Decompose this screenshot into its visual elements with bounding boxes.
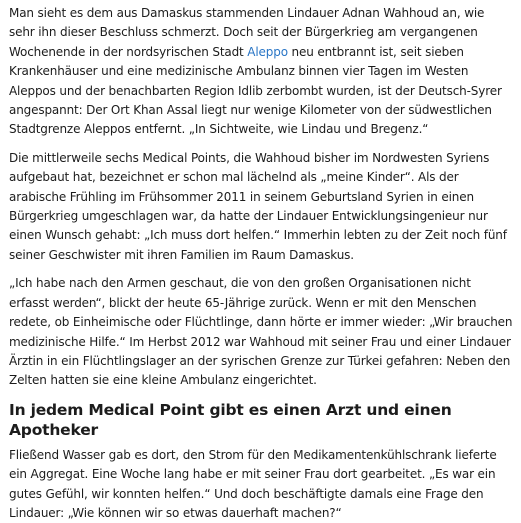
aleppo-link[interactable]: Aleppo — [247, 44, 288, 59]
section-heading: In jedem Medical Point gibt es einen Arzt und einen Apotheker — [9, 400, 452, 439]
paragraph-1-text-start: Man sieht es dem aus Damaskus stammenden Lindauer Adnan Wahhoud an, wie sehr ihn dieser Beschluss schmerzt. Doch seit der Bürgerkrieg am vergangenen Wochenende in der nordsyrischen Stadt — [9, 6, 485, 59]
article-paragraph-4: Fließend Wasser gab es dort, den Strom für den Medikamentenkühlschrank lieferte ein Aggregat. Eine Woche lang habe er mit seiner Frau dort gearbeitet. „Es war ein gutes Gefühl, wir konnten helfen.“ Und doch beschäftigte damals eine Frage den Lindauer: „Wie können wir so etwas dauerhaft machen?“ — [9, 447, 497, 520]
article-paragraph-1 — [9, 4, 513, 140]
article-paragraph-2: Die mittlerweile sechs Medical Points, die Wahhoud bisher im Nordwesten Syriens aufgebaut hat, bezeichnet er schon mal lächelnd als „meine Kinder“. Als der arabische Frühling im Frühsommer 2011 in seinem Geburtsland Syrien in einen Bürgerkrieg umgeschlagen war, da hatte der Lindauer Entwicklungsingenieur nur einen Wunsch gehabt: „Ich muss dort helfen.“ Immerhin lebten zu der Zeit noch fünf seiner Geschwister mit ihren Familien im Raum Damaskus. — [9, 150, 507, 262]
paragraph-1-text-end: neu entbrannt ist, seit sieben Krankenhäuser und eine medizinische Ambulanz binnen vier Tagen im Westen Aleppos und der benachbarten Region Idlib zerbombt wurden, ist der Deutsch-Syrer angespannt: Der Ort Khan Assal liegt nur wenige Kilometer von der südwestlichen Stadtgrenze Aleppos entfernt. „In Sichtweite, wie Lindau und Bregenz.“ — [9, 44, 502, 137]
article-paragraph-3: „Ich habe nach den Armen geschaut, die von den großen Organisationen nicht erfasst werden“, blickt der heute 65-Jährige zurück. Wenn er mit den Menschen redete, ob Einheimische oder Flüchtlinge, dann hörte er immer wieder: „Wir brauchen medizinische Hilfe.“ Im Herbst 2012 war Wahhoud mit seiner Frau und einer Lindauer Ärztin in ein Flüchtlingslager an der syrischen Grenze zur Türkei gefahren: Neben den Zelten hatten sie eine kleine Ambulanz eingerichtet. — [9, 276, 513, 388]
